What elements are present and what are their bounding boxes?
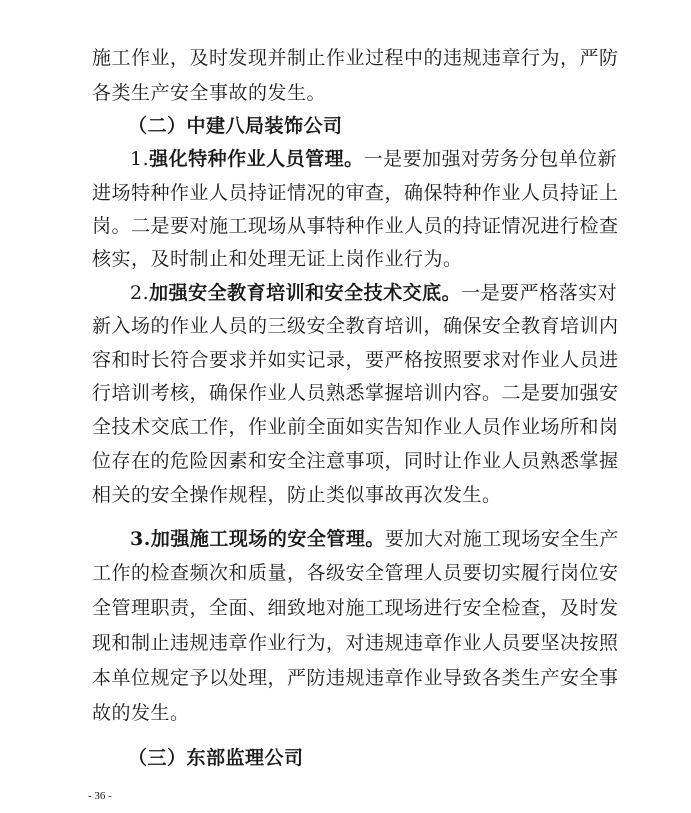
item-number: 1. xyxy=(130,148,150,170)
paragraph-line: 工作的检查频次和质量，各级安全管理人员要切实履行岗位安 xyxy=(92,562,619,584)
paragraph-line: 各类生产安全事故的发生。 xyxy=(92,82,327,104)
item-number: 2. xyxy=(130,282,150,304)
item-title: 加强安全教育培训和安全技术交底。 xyxy=(149,282,462,304)
section-heading-3: （三）东部监理公司 xyxy=(128,747,304,769)
item-text: 要加大对施工现场安全生产 xyxy=(384,528,619,550)
paragraph-line xyxy=(130,280,650,307)
paragraph-line: 核实，及时制止和处理无证上岗作业行为。 xyxy=(92,248,463,270)
paragraph-line: 全管理职责，全面、细致地对施工现场进行安全检查，及时发 xyxy=(92,597,619,619)
item-title: 3.加强施工现场的安全管理。 xyxy=(130,528,385,550)
paragraph-line: 全技术交底工作，作业前全面如实告知作业人员作业场所和岗 xyxy=(92,416,619,438)
paragraph-line xyxy=(130,526,650,553)
paragraph-line: 容和时长符合要求并如实记录，要严格按照要求对作业人员进 xyxy=(92,349,619,371)
paragraph-line: 新入场的作业人员的三级安全教育培训，确保安全教育培训内 xyxy=(92,315,619,337)
paragraph-line xyxy=(130,146,650,173)
paragraph-line: 相关的安全操作规程，防止类似事故再次发生。 xyxy=(92,484,502,506)
paragraph-line: 现和制止违规违章作业行为，对违规违章作业人员要坚决按照 xyxy=(92,632,619,654)
paragraph-line: 进场特种作业人员持证情况的审查，确保特种作业人员持证上 xyxy=(92,182,619,204)
item-title: 强化特种作业人员管理。 xyxy=(149,148,364,170)
section-heading-2: （二）中建八局装饰公司 xyxy=(128,115,343,137)
paragraph-line: 位存在的危险因素和安全注意事项，同时让作业人员熟悉掌握 xyxy=(92,450,619,472)
item-text: 一是要严格落实对 xyxy=(461,282,618,304)
paragraph-line: 行培训考核，确保作业人员熟悉掌握培训内容。二是要加强安 xyxy=(92,382,619,404)
paragraph-line: 施工作业，及时发现并制止作业过程中的违规违章行为，严防 xyxy=(92,47,619,69)
paragraph-line: 故的发生。 xyxy=(92,702,190,724)
page-number: - 36 - xyxy=(88,790,112,802)
item-text: 一是要加强对劳务分包单位新 xyxy=(363,148,618,170)
paragraph-line: 本单位规定予以处理，严防违规违章作业导致各类生产安全事 xyxy=(92,667,619,689)
paragraph-line: 岗。二是要对施工现场从事特种作业人员的持证情况进行检查 xyxy=(92,215,619,237)
